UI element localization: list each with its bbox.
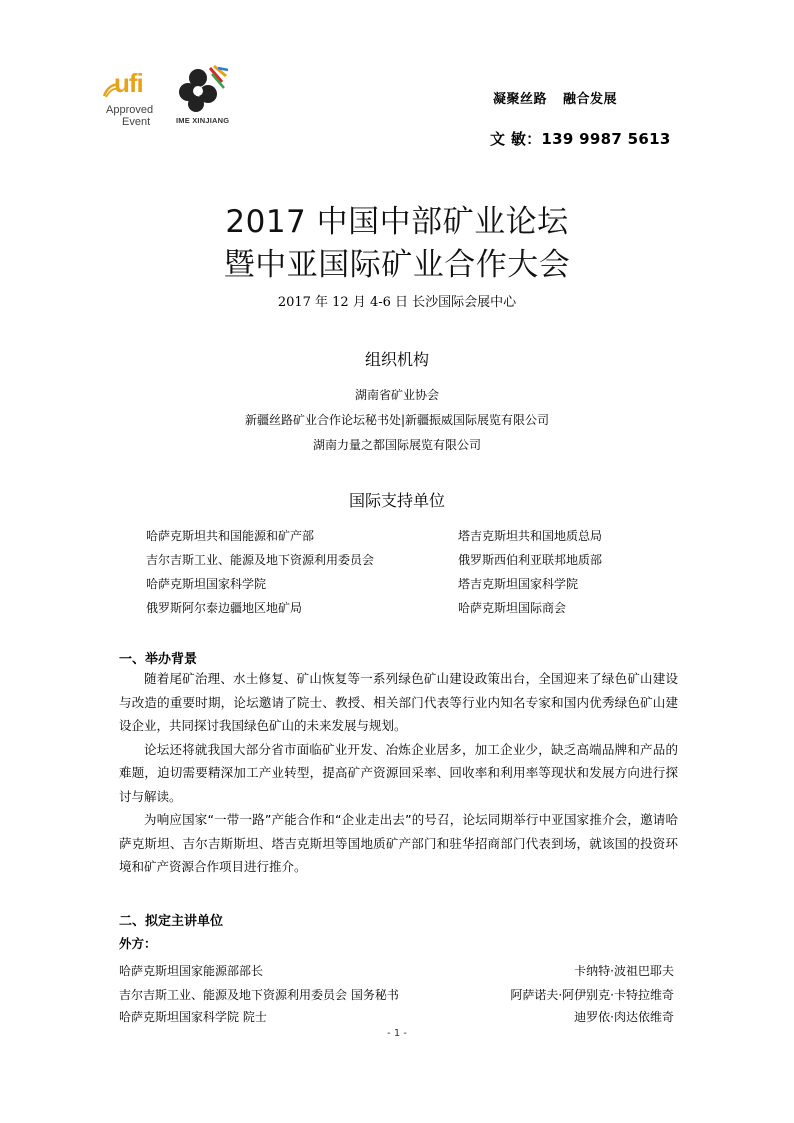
organizer-item: 湖南力量之都国际展览有限公司 xyxy=(312,438,481,452)
background-paragraph: 随着尾矿治理、水土修复、矿山恢复等一系列绿色矿山建设政策出台，全国迎来了绿色矿山建设与改造的重要时期，论坛邀请了院士、教授、相关部门代表等行业内知名专家和国内优秀绿色矿山建设企业，共同探讨我国绿色矿山的未来发展与规划。 xyxy=(119,671,678,733)
background-body xyxy=(119,667,678,879)
intl-support-item: 哈萨克斯坦国家科学院 xyxy=(146,577,267,591)
speaker-org: 吉尔吉斯工业、能源及地下资源利用委员会 国务秘书 xyxy=(119,988,399,1002)
page-number: - 1 - xyxy=(387,1028,407,1039)
speaker-name: 迪罗依·肉达依维奇 xyxy=(574,1010,674,1024)
intl-support-item: 俄罗斯阿尔泰边疆地区地矿局 xyxy=(146,601,303,615)
ufi-approved-label: Approved xyxy=(106,104,154,116)
speaker-name: 卡纳特·波祖巴耶夫 xyxy=(574,964,674,978)
ufi-approved-event-logo xyxy=(100,62,178,128)
speakers-heading: 二、拟定主讲单位 xyxy=(119,914,224,929)
ufi-wordmark: ufi xyxy=(114,68,143,98)
slogan xyxy=(493,88,617,107)
speaker-row xyxy=(119,1008,674,1028)
page-title-line-2: 暨中亚国际矿业合作大会 xyxy=(223,247,571,283)
organizers-heading: 组织机构 xyxy=(364,350,429,369)
background-paragraph: 论坛还将就我国大部分省市面临矿业开发、冶炼企业居多，加工企业少，缺乏高端品牌和产品的难题，迫切需要精深加工产业转型，提高矿产资源回采率、回收率和利用率等现状和发展方向进行探讨与解读。 xyxy=(119,741,678,804)
organizer-item: 新疆丝路矿业合作论坛秘书处|新疆振威国际展览有限公司 xyxy=(244,413,550,427)
intl-support-item: 吉尔吉斯工业、能源及地下资源利用委员会 xyxy=(146,553,375,567)
intl-support-item: 哈萨克斯坦共和国能源和矿产部 xyxy=(146,529,315,543)
ufi-event-label: Event xyxy=(122,116,151,128)
intl-support-heading: 国际支持单位 xyxy=(348,491,445,510)
speaker-org: 哈萨克斯坦国家科学院 院士 xyxy=(119,1010,267,1024)
page-title-line-1: 2017 中国中部矿业论坛 xyxy=(225,204,569,240)
speaker-org: 哈萨克斯坦国家能源部部长 xyxy=(119,964,264,978)
intl-support-item: 俄罗斯西伯利亚联邦地质部 xyxy=(458,553,603,567)
speaker-name: 阿萨诺夫·阿伊别克·卡特拉维奇 xyxy=(510,988,674,1002)
background-heading: 一、举办背景 xyxy=(119,652,198,667)
contact-phone: 文 敏：139 9987 5613 xyxy=(490,130,671,148)
organizer-item: 湖南省矿业协会 xyxy=(354,388,439,402)
flower-emblem-icon xyxy=(176,64,232,116)
intl-support-item: 塔吉克斯坦共和国地质总局 xyxy=(458,529,603,543)
ime-xinjiang-label: IME XINJIANG xyxy=(176,116,230,125)
slogan-part-b: 融合发展 xyxy=(563,92,618,107)
speaker-row xyxy=(119,962,674,982)
event-date-venue: 2017 年 12 月 4-6 日 长沙国际会展中心 xyxy=(277,295,517,310)
speaker-row xyxy=(119,986,674,1006)
ime-xinjiang-logo xyxy=(176,64,232,128)
slogan-part-a: 凝聚丝路 xyxy=(493,92,548,107)
intl-support-item: 哈萨克斯坦国际商会 xyxy=(458,601,567,615)
intl-support-item: 塔吉克斯坦国家科学院 xyxy=(458,577,579,591)
foreign-label: 外方： xyxy=(119,936,157,951)
background-paragraph: 为响应国家“一带一路”产能合作和“企业走出去”的号召，论坛同期举行中亚国家推介会，邀请哈萨克斯坦、吉尔吉斯斯坦、塔吉克斯坦等国地质矿产部门和驻华招商部门代表到场，就该国的投资环境和矿产资源合作项目进行推介。 xyxy=(119,812,678,874)
